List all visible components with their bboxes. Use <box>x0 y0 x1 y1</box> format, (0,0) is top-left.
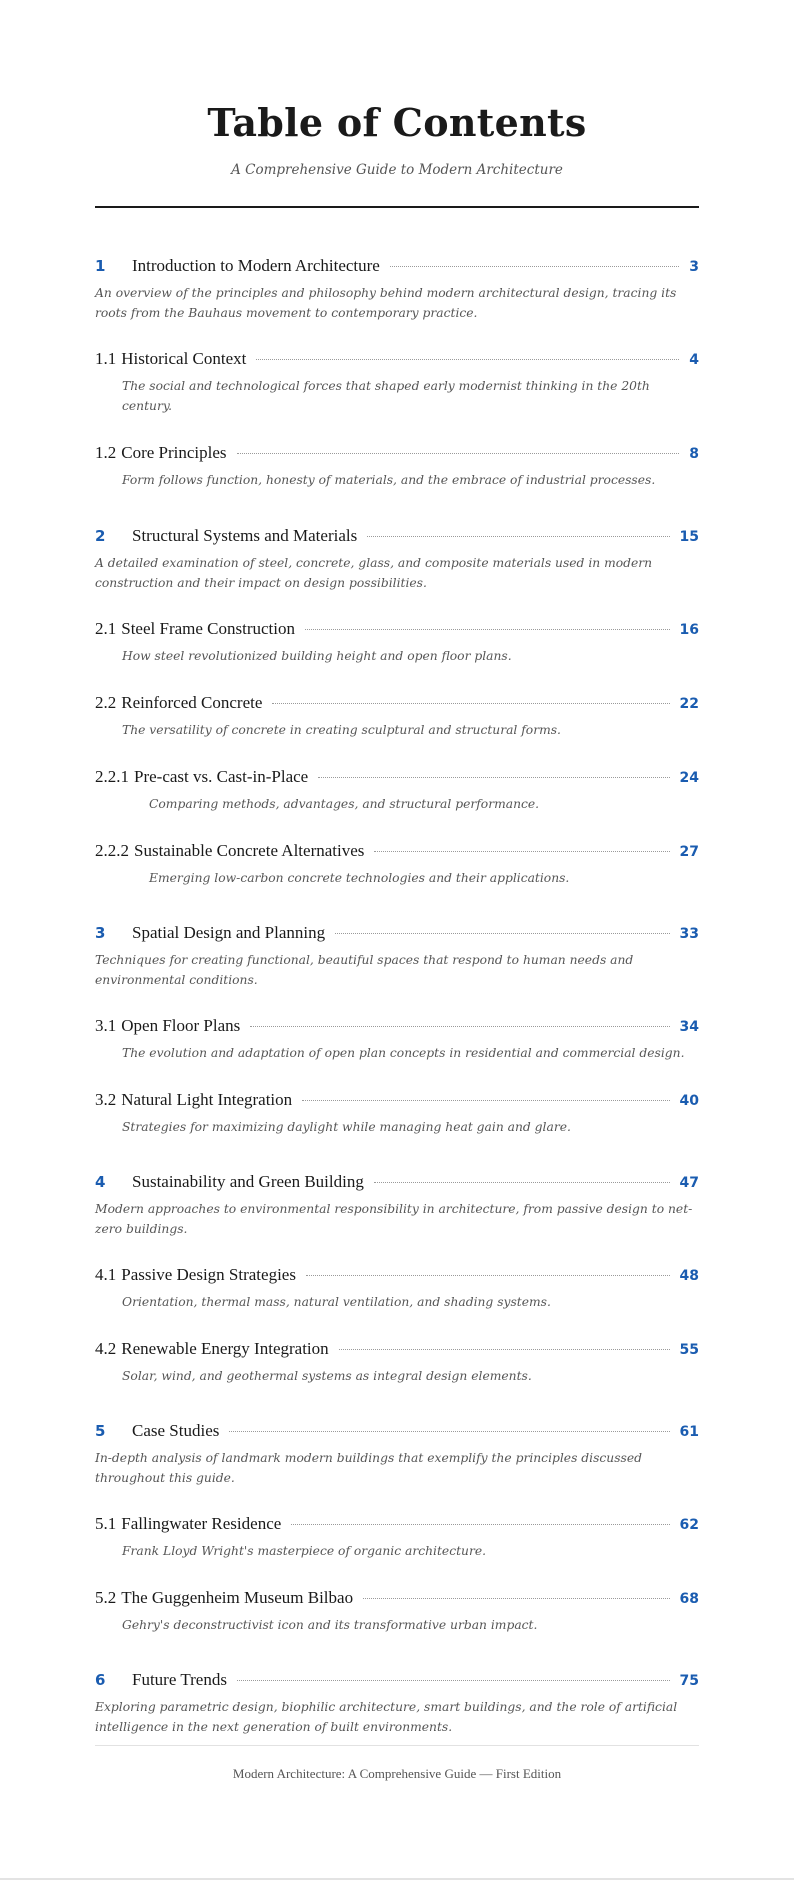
footer-text: Modern Architecture: A Comprehensive Guide — First Edition <box>232 1766 562 1781</box>
toc-page <box>95 0 699 1737</box>
dot-leader <box>229 1431 669 1432</box>
entry-description: Solar, wind, and geothermal systems as integral design elements. <box>122 1369 532 1383</box>
section-number: 5.1 <box>95 1514 117 1533</box>
dot-leader <box>306 1275 670 1276</box>
section-number: 4.1 <box>95 1265 117 1284</box>
entry-title[interactable]: The Guggenheim Museum Bilbao <box>121 1588 354 1607</box>
section-number: 5.2 <box>95 1588 117 1607</box>
chapter-number: 4 <box>95 1173 106 1191</box>
entry-description: A detailed examination of steel, concrete, glass, and composite materials used in modern construction and their impact on design possibilities. <box>95 556 653 590</box>
section-number: 2.1 <box>95 619 117 638</box>
section-number: 3.2 <box>95 1090 117 1109</box>
chapter-number: 2 <box>95 527 106 545</box>
page-number[interactable]: 27 <box>679 844 699 860</box>
page-number[interactable]: 16 <box>679 622 699 638</box>
page-number[interactable]: 33 <box>679 926 699 942</box>
page-subtitle: A Comprehensive Guide to Modern Architecture <box>231 162 563 178</box>
entry-description: How steel revolutionized building height and open floor plans. <box>122 649 512 663</box>
entry-description: Exploring parametric design, biophilic architecture, smart buildings, and the role of artificial intelligence in the next generation of built environments. <box>95 1700 678 1734</box>
entry-description: Techniques for creating functional, beautiful spaces that respond to human needs and environmental conditions. <box>95 953 634 987</box>
dot-leader <box>237 453 680 454</box>
entry-title[interactable]: Core Principles <box>121 443 227 462</box>
entry-description: The social and technological forces that shaped early modernist thinking in the 20th century. <box>122 379 650 413</box>
entry-title[interactable]: Structural Systems and Materials <box>132 526 358 545</box>
page-number[interactable]: 62 <box>679 1517 699 1533</box>
subsection-number: 2.2.2 <box>95 841 129 860</box>
toc-entry-chapter-6[interactable] <box>95 1668 699 1737</box>
entry-description: Modern approaches to environmental responsibility in architecture, from passive design to net-zero buildings. <box>95 1202 693 1236</box>
section-number: 1.2 <box>95 443 117 462</box>
dot-leader <box>272 703 669 704</box>
chapter-number: 5 <box>95 1422 106 1440</box>
page-number[interactable]: 3 <box>689 259 699 275</box>
toc-entry-section-3-1[interactable] <box>95 1014 699 1063</box>
page-number[interactable]: 15 <box>679 529 699 545</box>
toc-entry-section-4-2[interactable] <box>95 1337 699 1386</box>
section-number: 2.2 <box>95 693 117 712</box>
entry-description: Frank Lloyd Wright's masterpiece of organic architecture. <box>122 1544 487 1558</box>
page-number[interactable]: 68 <box>679 1591 699 1607</box>
toc-entry-section-5-2[interactable] <box>95 1586 699 1635</box>
toc-entry-chapter-1[interactable] <box>95 254 699 323</box>
entry-title[interactable]: Passive Design Strategies <box>121 1265 296 1284</box>
toc-entry-section-1-2[interactable] <box>95 441 699 490</box>
entry-title[interactable]: Fallingwater Residence <box>121 1514 282 1533</box>
section-number: 4.2 <box>95 1339 117 1358</box>
entry-title[interactable]: Natural Light Integration <box>121 1090 293 1109</box>
toc-entry-subsection-2-2-2[interactable] <box>95 839 699 888</box>
toc-entry-section-3-2[interactable] <box>95 1088 699 1137</box>
section-number: 1.1 <box>95 349 117 368</box>
toc-entry-section-1-1[interactable] <box>95 347 699 416</box>
page-number[interactable]: 4 <box>689 352 699 368</box>
entry-title[interactable]: Case Studies <box>132 1421 220 1440</box>
page-number[interactable]: 34 <box>679 1019 699 1035</box>
dot-leader <box>374 851 669 852</box>
entry-title[interactable]: Introduction to Modern Architecture <box>132 256 380 275</box>
dot-leader <box>390 266 679 267</box>
page-number[interactable]: 22 <box>679 696 699 712</box>
entry-description: An overview of the principles and philosophy behind modern architectural design, tracing its roots from the Bauhaus movement to contemporary practice. <box>95 286 677 320</box>
page-number[interactable]: 47 <box>679 1175 699 1191</box>
toc-entry-section-4-1[interactable] <box>95 1263 699 1312</box>
entry-title[interactable]: Steel Frame Construction <box>121 619 296 638</box>
dot-leader <box>318 777 669 778</box>
dot-leader <box>256 359 679 360</box>
toc-entry-subsection-2-2-1[interactable] <box>95 765 699 814</box>
entry-description: In-depth analysis of landmark modern buildings that exemplify the principles discussed throughout this guide. <box>95 1451 642 1485</box>
page-number[interactable]: 48 <box>679 1268 699 1284</box>
dot-leader <box>305 629 670 630</box>
entry-title[interactable]: Historical Context <box>121 349 247 368</box>
entry-description: Form follows function, honesty of materials, and the embrace of industrial processes. <box>122 473 656 487</box>
entry-title[interactable]: Renewable Energy Integration <box>121 1339 329 1358</box>
page-number[interactable]: 75 <box>679 1673 699 1689</box>
dot-leader <box>335 933 669 934</box>
entry-description: Strategies for maximizing daylight while managing heat gain and glare. <box>122 1120 571 1134</box>
dot-leader <box>374 1182 670 1183</box>
chapter-number: 6 <box>95 1671 106 1689</box>
page-footer <box>95 1745 699 1782</box>
dot-leader <box>367 536 669 537</box>
entry-title[interactable]: Future Trends <box>132 1670 227 1689</box>
dot-leader <box>237 1680 670 1681</box>
entry-title[interactable]: Sustainability and Green Building <box>132 1172 364 1191</box>
entry-description: Gehry's deconstructivist icon and its transformative urban impact. <box>122 1618 538 1632</box>
page-number[interactable]: 24 <box>679 770 699 786</box>
chapter-number: 3 <box>95 924 106 942</box>
toc-entry-chapter-4[interactable] <box>95 1170 699 1239</box>
entry-description: The evolution and adaptation of open plan concepts in residential and commercial design. <box>122 1046 685 1060</box>
page-number[interactable]: 40 <box>679 1093 699 1109</box>
page-number[interactable]: 8 <box>689 446 699 462</box>
page-number[interactable]: 61 <box>679 1424 699 1440</box>
dot-leader <box>250 1026 669 1027</box>
dot-leader <box>302 1100 669 1101</box>
entry-title[interactable]: Spatial Design and Planning <box>132 923 326 942</box>
entry-description: Orientation, thermal mass, natural ventilation, and shading systems. <box>122 1295 551 1309</box>
toc-entry-section-5-1[interactable] <box>95 1512 699 1561</box>
entry-title[interactable]: Open Floor Plans <box>121 1016 241 1035</box>
entry-title[interactable]: Sustainable Concrete Alternatives <box>134 841 365 860</box>
entry-description: Comparing methods, advantages, and structural performance. <box>149 797 540 811</box>
page-title: Table of Contents <box>207 100 587 145</box>
entry-title[interactable]: Pre-cast vs. Cast-in-Place <box>134 767 309 786</box>
toc-list <box>95 254 699 1737</box>
toc-entry-chapter-2[interactable] <box>95 524 699 593</box>
dot-leader <box>363 1598 669 1599</box>
chapter-number: 1 <box>95 257 106 275</box>
entry-description: Emerging low-carbon concrete technologies and their applications. <box>149 871 570 885</box>
toc-entry-section-2-1[interactable] <box>95 617 699 666</box>
section-number: 3.1 <box>95 1016 117 1035</box>
header-divider <box>95 206 699 208</box>
entry-title[interactable]: Reinforced Concrete <box>121 693 263 712</box>
page-number[interactable]: 55 <box>679 1342 699 1358</box>
dot-leader <box>339 1349 670 1350</box>
toc-entry-section-2-2[interactable] <box>95 691 699 740</box>
entry-description: The versatility of concrete in creating sculptural and structural forms. <box>122 723 561 737</box>
subsection-number: 2.2.1 <box>95 767 129 786</box>
toc-entry-chapter-5[interactable] <box>95 1419 699 1488</box>
page-header <box>95 0 699 208</box>
dot-leader <box>291 1524 669 1525</box>
toc-entry-chapter-3[interactable] <box>95 921 699 990</box>
